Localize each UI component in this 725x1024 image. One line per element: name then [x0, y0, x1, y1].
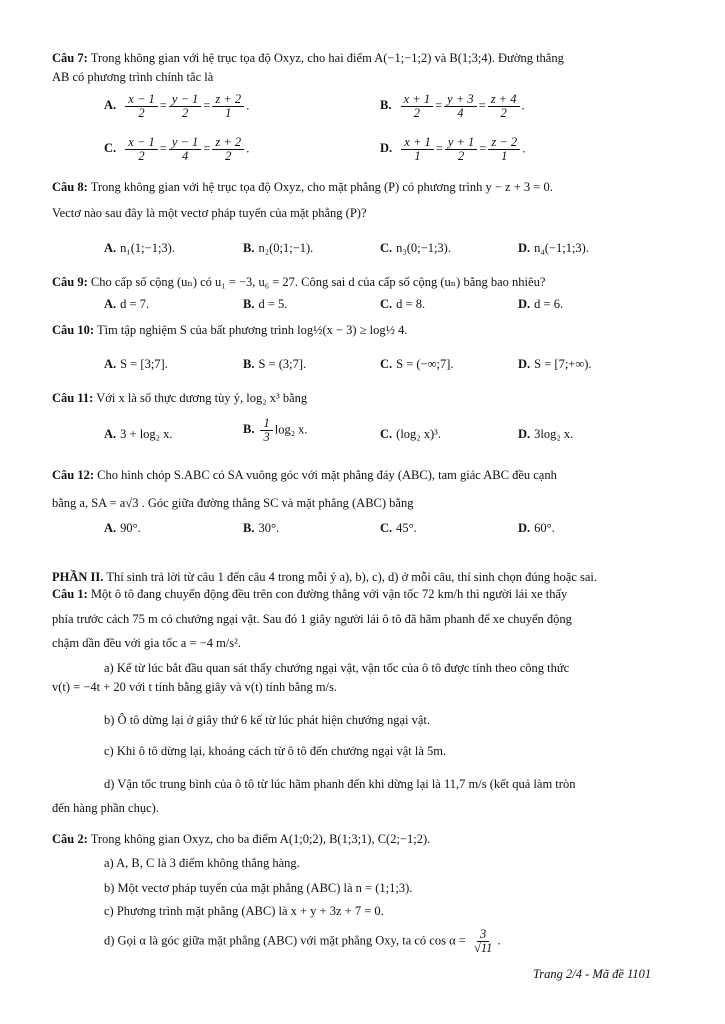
p2q1-item-b[interactable]	[104, 712, 430, 728]
option-label: B.	[243, 297, 255, 311]
option-label: B.	[380, 98, 392, 113]
frac-num: y − 1	[169, 136, 201, 150]
p2q2-item-d[interactable]	[104, 928, 501, 955]
p2q2-stem	[52, 831, 430, 847]
q10-option-a[interactable]	[104, 356, 168, 372]
option-text: S = [7;+∞).	[534, 357, 592, 371]
frac-num: 3	[477, 928, 489, 942]
option-label: A.	[104, 98, 117, 113]
option-label: A.	[104, 521, 117, 535]
frac-den: 2	[500, 106, 507, 120]
option-text: n₁(1;−1;3).	[120, 241, 175, 255]
p2q1-item-a-line2	[52, 679, 337, 695]
frac-num: x − 1	[125, 136, 157, 150]
frac-den: 1	[225, 106, 232, 120]
q9-stem	[52, 274, 545, 290]
q8-option-d[interactable]	[518, 240, 589, 256]
p2q1-text3: chậm dần đều với gia tốc a = −4 m/s².	[52, 636, 241, 650]
part2-title: PHẦN II.	[52, 570, 104, 584]
q12-option-a[interactable]	[104, 520, 141, 536]
q12-option-b[interactable]	[243, 520, 279, 536]
item-text: d) Vận tốc trung bình của ô tô từ lúc hãm phanh đến khi dừng lại là 11,7 m/s (kết quả làm tròn	[104, 777, 576, 791]
p2q1-item-d-line1[interactable]	[104, 776, 575, 792]
frac-den: 2	[138, 106, 145, 120]
option-label: C.	[380, 357, 393, 371]
q8-label: Câu 8:	[52, 180, 88, 194]
q9-option-d[interactable]	[518, 296, 563, 312]
option-text: 30°.	[258, 521, 280, 535]
q7-stem-line2	[52, 69, 213, 85]
q8-option-b[interactable]	[243, 240, 313, 256]
p2q2-item-b[interactable]	[104, 880, 412, 896]
option-text: 45°.	[396, 521, 417, 535]
option-text: d = 6.	[534, 297, 564, 311]
p2q1-stem-line2	[52, 611, 572, 627]
p2q1-item-a-line1[interactable]	[104, 660, 569, 676]
option-label: D.	[518, 297, 531, 311]
frac-den: 2	[225, 149, 232, 163]
option-label: B.	[243, 422, 255, 437]
option-label: D.	[518, 357, 531, 371]
q11-text: Với x là số thực dương tùy ý, log₂ x³ bằng	[96, 391, 308, 405]
option-text: d = 7.	[120, 297, 150, 311]
frac-den: 3	[263, 430, 270, 444]
p2q1-item-d-line2	[52, 800, 159, 816]
p2q1-text1: Một ô tô đang chuyển động đều trên con đường thẳng với vận tốc 72 km/h thì người lái xe thấy	[90, 587, 568, 601]
frac-num: x + 1	[401, 93, 433, 107]
option-label: A.	[104, 241, 117, 255]
option-text: S = (3;7].	[258, 357, 307, 371]
option-text: 60°.	[534, 521, 555, 535]
option-label: D.	[518, 521, 531, 535]
q12-option-c[interactable]	[380, 520, 417, 536]
item-text: b) Một vectơ pháp tuyến của mặt phẳng (ABC) là n = (1;1;3).	[104, 881, 413, 895]
q11-option-a[interactable]	[104, 426, 173, 442]
p2q1-label: Câu 1:	[52, 587, 88, 601]
p2q2-item-c[interactable]	[104, 903, 384, 919]
p2q1-item-c[interactable]	[104, 743, 446, 759]
q11-option-d[interactable]	[518, 426, 573, 442]
q7-text2: AB có phương trình chính tắc là	[52, 70, 214, 84]
item-text: b) Ô tô dừng lại ở giây thứ 6 kể từ lúc phát hiện chướng ngại vật.	[104, 713, 431, 727]
option-label: B.	[243, 521, 255, 535]
frac-den: 2	[457, 149, 465, 163]
q10-stem	[52, 322, 408, 338]
q7-stem-line1	[52, 50, 564, 66]
p2q1-stem-line3	[52, 635, 241, 651]
p2q2-item-a[interactable]	[104, 855, 300, 871]
q9-option-b[interactable]	[243, 296, 287, 312]
frac-num: y + 1	[445, 136, 477, 150]
page-footer: Trang 2/4 - Mã đề 1101	[533, 967, 652, 981]
frac-den: 2	[413, 106, 420, 120]
q12-label: Câu 12:	[52, 468, 95, 482]
frac-num: x − 1	[125, 93, 157, 107]
p2q2-label: Câu 2:	[52, 832, 88, 846]
q10-option-b[interactable]	[243, 356, 306, 372]
q12-text2: bằng a, SA = a√3 . Góc giữa đường thẳng SC và mặt phẳng (ABC) bằng	[52, 496, 414, 510]
q11-stem	[52, 390, 307, 406]
q12-option-d[interactable]	[518, 520, 555, 536]
item-text: c) Khi ô tô dừng lại, khoảng cách từ ô tô đến chướng ngại vật là 5m.	[104, 744, 447, 758]
q7-option-d[interactable]: D. $\frac{x + 1}{1}$ = $\frac{y + 1}{2}$ = $\frac{z - 2}{1}$ .	[380, 135, 526, 163]
frac-den: √11	[473, 941, 493, 955]
option-label: C.	[104, 141, 117, 156]
option-text: log₂ x.	[274, 422, 308, 437]
q7-label: Câu 7:	[52, 51, 88, 65]
q8-option-c[interactable]	[380, 240, 451, 256]
option-text: S = (−∞;7].	[396, 357, 454, 371]
q9-option-a[interactable]	[104, 296, 149, 312]
option-text: (log₂ x)³.	[396, 427, 442, 441]
frac-den: 1	[414, 149, 421, 163]
option-text: n₃(0;−1;3).	[396, 241, 451, 255]
option-label: A.	[104, 297, 117, 311]
item-text: đến hàng phần chục).	[52, 801, 159, 815]
frac-den: 1	[501, 149, 508, 163]
option-label: C.	[380, 297, 393, 311]
p2q1-stem-line1	[52, 586, 567, 602]
item-text: .	[497, 933, 501, 948]
option-label: C.	[380, 427, 393, 441]
q12-stem-line2	[52, 495, 413, 511]
option-text: n₂(0;1;−1).	[258, 241, 314, 255]
option-label: D.	[380, 141, 393, 156]
option-label: C.	[380, 521, 393, 535]
q10-option-c[interactable]	[380, 356, 454, 372]
q8-stem-line2	[52, 205, 367, 221]
item-text: a) Kể từ lúc bắt đầu quan sát thấy chướng ngại vật, vận tốc của ô tô được tính theo công thức	[104, 661, 570, 675]
frac-den: 2	[181, 106, 189, 120]
option-label: A.	[104, 427, 117, 441]
option-label: D.	[518, 241, 531, 255]
item-text: a) A, B, C là 3 điểm không thẳng hàng.	[104, 856, 300, 870]
option-text: S = [3;7].	[120, 357, 168, 371]
q7-option-c[interactable]: C. $\frac{x - 1}{2}$ = $\frac{y - 1}{4}$ = $\frac{z + 2}{2}$ .	[104, 135, 250, 163]
item-text: v(t) = −4t + 20 với t tính bằng giây và v(t) tính bằng m/s.	[52, 680, 338, 694]
item-text: c) Phương trình mặt phẳng (ABC) là x + y + 3z + 7 = 0.	[104, 904, 384, 918]
part2-intro: Thí sinh trả lời từ câu 1 đến câu 4 trong mỗi ý a), b), c), d) ở mỗi câu, thí sinh chọn đúng hoặc sai.	[106, 570, 598, 584]
p2q2-text: Trong không gian Oxyz, cho ba điểm A(1;0;2), B(1;3;1), C(2;−1;2).	[90, 832, 431, 846]
frac-num: y − 1	[169, 93, 201, 107]
q7-option-b[interactable]: B. $\frac{x + 1}{2}$ = $\frac{y + 3}{4}$ = $\frac{z + 4}{2}$ .	[380, 92, 525, 120]
q9-text: Cho cấp số cộng (uₙ) có u₁ = −3, u₆ = 27. Công sai d của cấp số cộng (uₙ) bằng bao nhiêu?	[90, 275, 546, 289]
option-label: C.	[380, 241, 393, 255]
q11-label: Câu 11:	[52, 391, 94, 405]
option-text: 90°.	[120, 521, 141, 535]
p2q1-text2: phía trước cách 75 m có chướng ngại vật. Sau đó 1 giây người lái ô tô đã hãm phanh để xe chuyển động	[52, 612, 572, 626]
part2-heading	[52, 569, 597, 585]
q8-stem-line1	[52, 179, 553, 195]
option-label: B.	[243, 241, 255, 255]
q7-text1: Trong không gian với hệ trục tọa độ Oxyz, cho hai điểm A(−1;−1;2) và B(1;3;4). Đường thẳng	[90, 51, 564, 65]
frac-num: z + 2	[212, 93, 244, 107]
frac-num: z − 2	[488, 136, 520, 150]
q11-option-b[interactable]	[243, 417, 308, 444]
option-text: 3 + log₂ x.	[120, 427, 173, 441]
option-text: d = 5.	[258, 297, 288, 311]
option-label: D.	[518, 427, 531, 441]
q8-option-a[interactable]	[104, 240, 175, 256]
q9-label: Câu 9:	[52, 275, 88, 289]
q7-option-a[interactable]: A. $\frac{x - 1}{2}$ = $\frac{y - 1}{2}$ = $\frac{z + 2}{1}$ .	[104, 92, 250, 120]
frac-num: z + 2	[212, 136, 244, 150]
option-label: B.	[243, 357, 255, 371]
option-text: 3log₂ x.	[534, 427, 574, 441]
q12-stem-line1	[52, 467, 557, 483]
frac-den: 2	[138, 149, 145, 163]
q11-option-c[interactable]	[380, 426, 441, 442]
frac-num: z + 4	[488, 93, 520, 107]
q10-text: Tìm tập nghiệm S của bất phương trình log½(x − 3) ≥ log½ 4.	[96, 323, 408, 337]
option-text: n₄(−1;1;3).	[534, 241, 589, 255]
option-label: A.	[104, 357, 117, 371]
frac-num: y + 3	[444, 93, 476, 107]
option-text: d = 8.	[396, 297, 426, 311]
q8-text1: Trong không gian với hệ trục tọa độ Oxyz, cho mặt phẳng (P) có phương trình y − z + 3 = 0.	[90, 180, 553, 194]
q12-text1: Cho hình chóp S.ABC có SA vuông góc với mặt phẳng đáy (ABC), tam giác ABC đều cạnh	[97, 468, 557, 482]
q9-option-c[interactable]	[380, 296, 425, 312]
frac-den: 4	[181, 149, 189, 163]
frac-num: 1	[260, 417, 272, 431]
frac-den: 4	[457, 106, 464, 120]
q10-option-d[interactable]	[518, 356, 592, 372]
q8-text2: Vectơ nào sau đây là một vectơ pháp tuyến của mặt phẳng (P)?	[52, 206, 367, 220]
frac-num: x + 1	[401, 136, 433, 150]
q10-label: Câu 10:	[52, 323, 95, 337]
item-text: d) Gọi α là góc giữa mặt phẳng (ABC) với mặt phẳng Oxy, ta có cos α =	[104, 933, 466, 948]
